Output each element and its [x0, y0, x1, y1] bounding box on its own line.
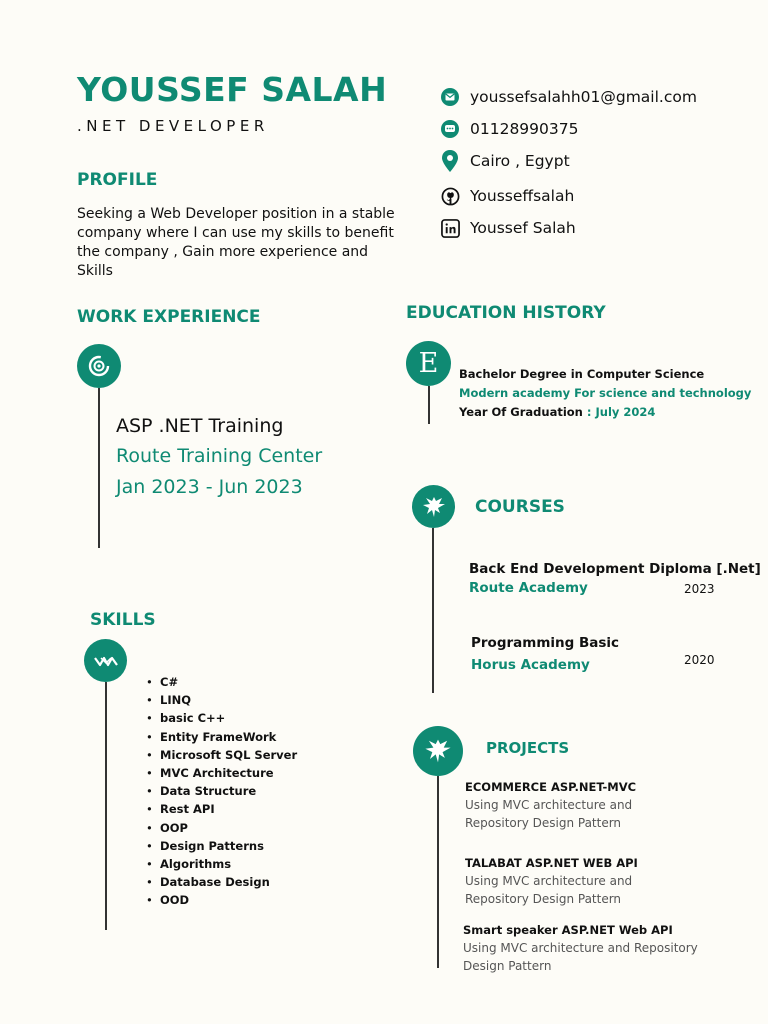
work-company: Route Training Center	[116, 445, 323, 467]
work-dates: Jan 2023 - Jun 2023	[116, 476, 303, 498]
location-pin-icon	[440, 151, 460, 171]
course-year: 2020	[684, 653, 715, 667]
education-graduation	[459, 405, 655, 419]
courses-heading: COURSES	[475, 497, 565, 517]
contact-github[interactable]	[440, 186, 574, 206]
github-icon	[440, 186, 460, 206]
project-item	[463, 923, 698, 975]
work-timeline-line	[98, 388, 100, 548]
skills-heading: SKILLS	[90, 610, 156, 630]
work-experience-heading: WORK EXPERIENCE	[77, 307, 261, 327]
mail-icon	[440, 87, 460, 107]
list-item: • basic C++	[146, 709, 297, 727]
waveform-icon	[84, 639, 127, 682]
list-item: • Design Patterns	[146, 837, 297, 855]
target-icon	[77, 344, 121, 388]
list-item: • MVC Architecture	[146, 764, 297, 782]
work-title: ASP .NET Training	[116, 415, 284, 437]
education-school: Modern academy For science and technology	[459, 386, 752, 400]
project-item	[465, 780, 636, 832]
list-item: • LINQ	[146, 691, 297, 709]
project-title: Smart speaker ASP.NET Web API	[463, 923, 673, 937]
courses-timeline-line	[432, 528, 434, 693]
project-title: TALABAT ASP.NET WEB API	[465, 856, 638, 870]
project-description: Using MVC architecture and	[465, 798, 633, 812]
list-item: • C#	[146, 673, 297, 691]
eagle-icon	[412, 485, 455, 528]
profile-heading: PROFILE	[77, 170, 158, 190]
course-title: Back End Development Diploma [.Net]	[469, 561, 761, 577]
eagle-icon	[413, 726, 463, 776]
contact-location-text: Cairo , Egypt	[470, 152, 570, 170]
skills-timeline-line	[105, 682, 107, 930]
chat-icon	[440, 119, 460, 139]
graduation-value: July 2024	[595, 405, 656, 419]
list-item: • Data Structure	[146, 782, 297, 800]
list-item: • Database Design	[146, 873, 297, 891]
course-title: Programming Basic	[471, 635, 620, 651]
education-heading: EDUCATION HISTORY	[406, 303, 606, 323]
skills-list	[146, 673, 297, 909]
education-degree: Bachelor Degree in Computer Science	[459, 367, 705, 381]
resume-name: YOUSSEF SALAH	[77, 70, 388, 109]
course-provider: Route Academy	[469, 580, 588, 596]
course-year: 2023	[684, 582, 715, 596]
projects-heading: PROJECTS	[486, 739, 570, 757]
contact-location	[440, 151, 570, 171]
project-description: Using MVC architecture and Repository	[463, 941, 698, 955]
graduation-separator: :	[582, 405, 596, 419]
contact-github-text: Yousseffsalah	[470, 187, 575, 205]
project-title: ECOMMERCE ASP.NET-MVC	[465, 780, 637, 794]
list-item: • Rest API	[146, 800, 297, 818]
list-item: • OOD	[146, 891, 297, 909]
resume-role: .NET DEVELOPER	[77, 117, 269, 135]
projects-timeline-line	[437, 776, 439, 968]
list-item: • Algorithms	[146, 855, 297, 873]
linkedin-icon	[440, 218, 460, 238]
profile-text: Seeking a Web Developer position in a stable company where I can use my skills to benefit the company , Gain more experience and Skills	[77, 206, 395, 279]
project-item	[465, 856, 638, 908]
list-item: • Entity FrameWork	[146, 728, 297, 746]
contact-email-text: youssefsalahh01@gmail.com	[470, 88, 697, 106]
project-description: Using MVC architecture and	[465, 874, 633, 888]
project-description: Repository Design Pattern	[465, 816, 622, 830]
course-provider: Horus Academy	[471, 657, 590, 673]
project-description: Repository Design Pattern	[465, 892, 622, 906]
contact-phone-text: 01128990375	[470, 120, 579, 138]
contact-email[interactable]	[440, 87, 697, 107]
list-item: • Microsoft SQL Server	[146, 746, 297, 764]
education-letter-badge: E	[406, 341, 451, 386]
contact-phone[interactable]	[440, 119, 578, 139]
education-timeline-line	[428, 386, 430, 424]
graduation-label: Year Of Graduation	[459, 405, 583, 419]
contact-linkedin-text: Youssef Salah	[470, 219, 576, 237]
contact-linkedin[interactable]	[440, 218, 576, 238]
list-item: • OOP	[146, 819, 297, 837]
project-description: Design Pattern	[463, 959, 552, 973]
